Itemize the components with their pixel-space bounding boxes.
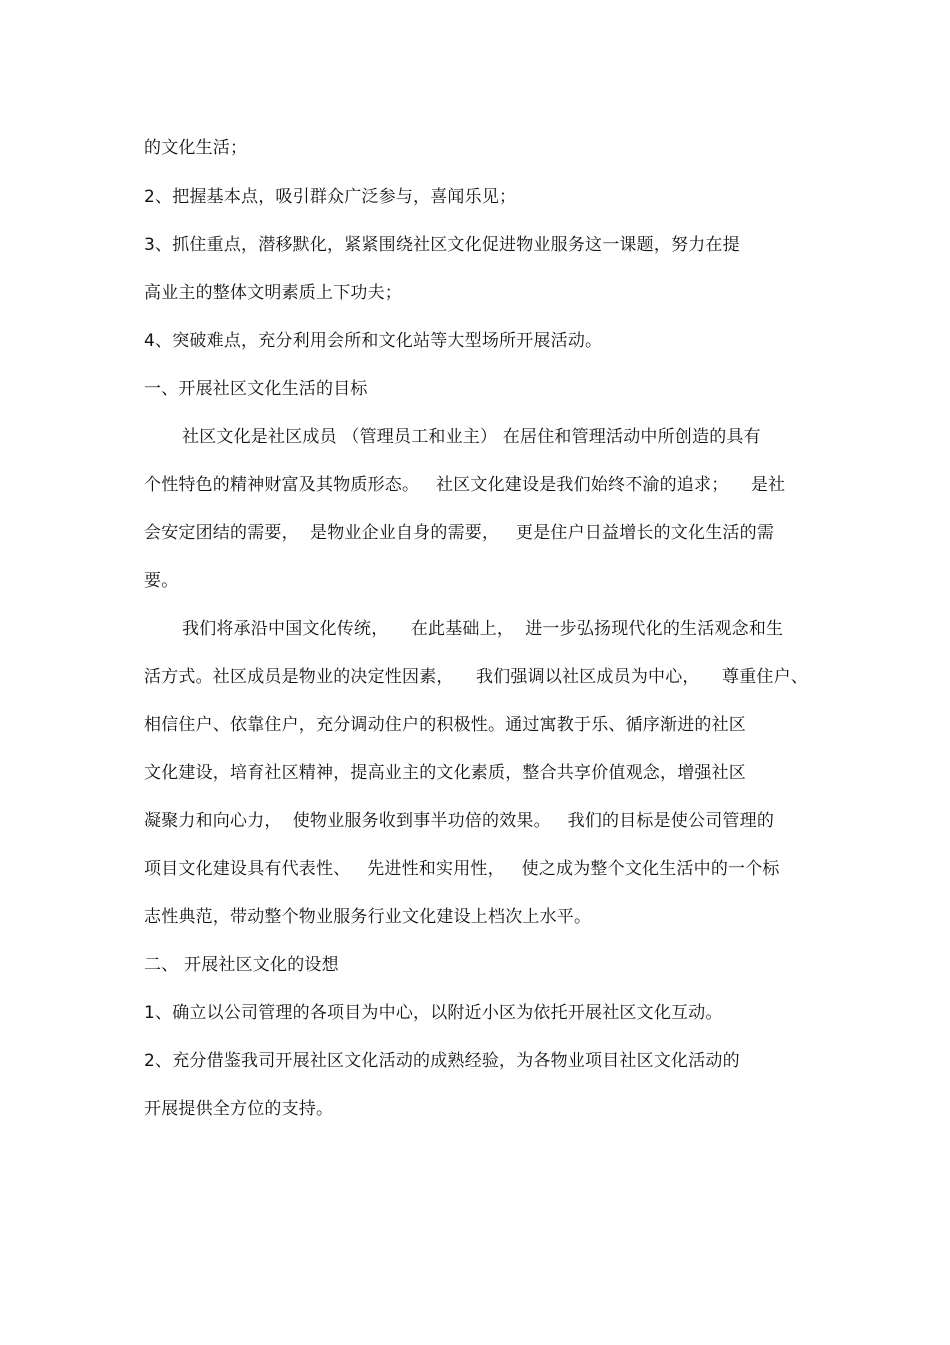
text-line: 个性特色的精神财富及其物质形态。 社区文化建设是我们始终不渝的追求； 是社: [144, 475, 786, 495]
text-line: 凝聚力和向心力， 使物业服务收到事半功倍的效果。 我们的目标是使公司管理的: [144, 811, 775, 831]
section-heading: 一、开展社区文化生活的目标: [144, 379, 368, 399]
text-line: 要。: [144, 571, 179, 591]
text-line: 相信住户、依靠住户，充分调动住户的积极性。通过寓教于乐、循序渐进的社区: [144, 715, 746, 735]
text-line: 文化建设，培育社区精神，提高业主的文化素质，整合共享价值观念，增强社区: [144, 763, 746, 783]
text-line: 会安定团结的需要， 是物业企业自身的需要， 更是住户日益增长的文化生活的需: [144, 523, 775, 543]
text-line: 开展提供全方位的支持。: [144, 1099, 334, 1119]
text-line: 2、充分借鉴我司开展社区文化活动的成熟经验，为各物业项目社区文化活动的: [144, 1051, 740, 1071]
section-heading: 二、 开展社区文化的设想: [144, 955, 339, 975]
text-line: 项目文化建设具有代表性、 先进性和实用性， 使之成为整个文化生活中的一个标: [144, 859, 780, 879]
text-line: 我们将承沿中国文化传统， 在此基础上， 进一步弘扬现代化的生活观念和生: [182, 619, 784, 639]
text-line: 活方式。社区成员是物业的决定性因素， 我们强调以社区成员为中心， 尊重住户、: [144, 667, 809, 687]
text-line: 1、确立以公司管理的各项目为中心，以附近小区为依托开展社区文化互动。: [144, 1003, 723, 1023]
text-line: 社区文化是社区成员 （管理员工和业主） 在居住和管理活动中所创造的具有: [182, 427, 761, 447]
text-line: 高业主的整体文明素质上下功夫；: [144, 283, 402, 303]
text-line: 2、把握基本点，吸引群众广泛参与，喜闻乐见；: [144, 187, 517, 207]
text-line: 4、突破难点，充分利用会所和文化站等大型场所开展活动。: [144, 331, 603, 351]
text-line: 的文化生活；: [144, 138, 248, 158]
text-line: 志性典范，带动整个物业服务行业文化建设上档次上水平。: [144, 907, 592, 927]
text-line: 3、抓住重点，潜移默化，紧紧围绕社区文化促进物业服务这一课题，努力在提: [144, 235, 740, 255]
